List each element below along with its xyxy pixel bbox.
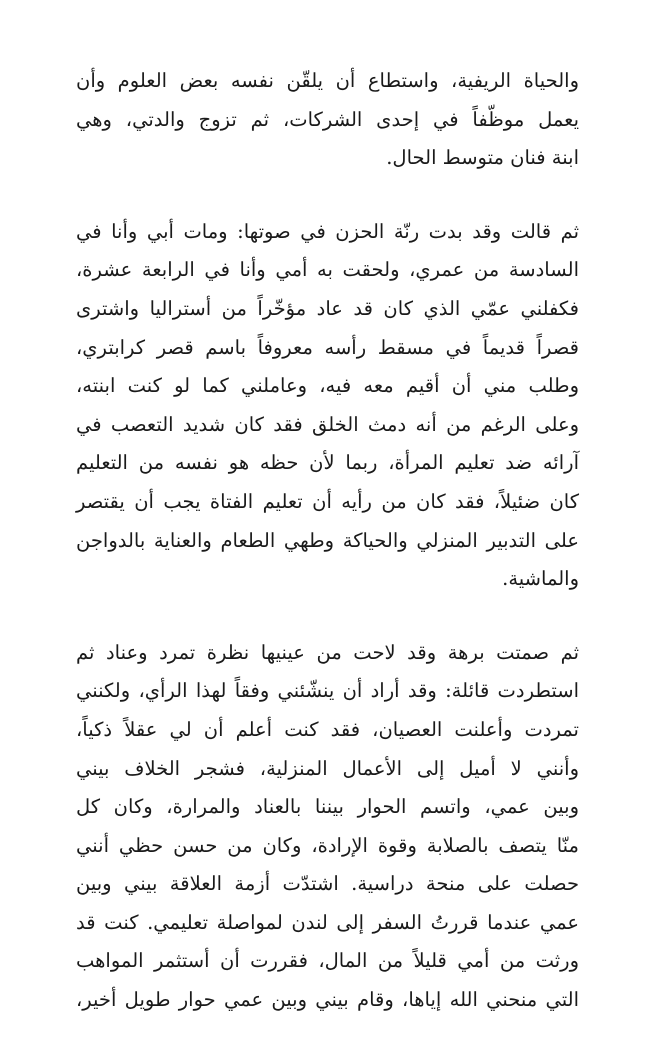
text-line: تمردت وأعلنت العصيان، فقد كنت أعلم أن لي عقلاً ذكياً، xyxy=(76,717,579,741)
text-line: وعلى الرغم من أنه دمث الخلق فقد كان شديد التعصب في xyxy=(76,412,579,436)
text-line: السادسة من عمري، ولحقت به أمي وأنا في الرابعة عشرة، xyxy=(76,258,579,282)
paragraph-1 xyxy=(76,62,579,178)
text-line: ثم قالت وقد بدت رنّة الحزن في صوتها: ومات أبي وأنا في xyxy=(76,219,579,243)
text-line: آرائه ضد تعليم المرأة، ربما لأن حظه هو نفسه من التعليم xyxy=(76,451,579,475)
paragraph-3 xyxy=(76,634,579,1020)
text-line: وطلب مني أن أقيم معه فيه، وعاملني كما لو كنت ابنته، xyxy=(76,374,579,398)
text-line: حصلت على منحة دراسية. اشتدّت أزمة العلاقة بيني وبين xyxy=(76,872,579,896)
text-line: قصراً قديماً في مسقط رأسه معروفاً باسم قصر كرابتري، xyxy=(76,335,579,359)
text-line: استطردت قائلة: وقد أراد أن ينشّئني وفقاً لهذا الرأي، ولكنني xyxy=(76,679,579,703)
text-line: التي منحني الله إياها، وقام بيني وبين عمي حوار طويل أخير، xyxy=(76,988,579,1012)
text-line: فكفلني عمّي الذي كان قد عاد مؤخّراً من أستراليا واشترى xyxy=(76,296,579,320)
text-line: ثم صمتت برهة وقد لاحت من عينيها نظرة تمرد وعناد ثم xyxy=(76,640,579,664)
book-page xyxy=(0,62,651,1055)
text-line: والحياة الريفية، واستطاع أن يلقّن نفسه بعض العلوم وأن xyxy=(76,69,579,92)
text-line: ابنة فنان متوسط الحال. xyxy=(386,146,579,170)
text-line: والماشية. xyxy=(502,567,579,591)
text-line: منّا يتصف بالصلابة وقوة الإرادة، وكان من حسن حظي أنني xyxy=(76,833,579,857)
text-line: وبين عمي، واتسم الحوار بيننا بالعناد والمرارة، وكان كل xyxy=(76,795,579,819)
text-line: يعمل موظّفاً في إحدى الشركات، ثم تزوج والدتي، وهي xyxy=(76,107,579,131)
text-line: ورثت من أمي قليلاً من المال، فقررت أن أستثمر المواهب xyxy=(76,949,579,973)
text-line: كان ضئيلاً، فقد كان من رأيه أن تعليم الفتاة يجب أن يقتصر xyxy=(76,489,579,513)
text-line: وأنني لا أميل إلى الأعمال المنزلية، فشجر الخلاف بيني xyxy=(76,756,579,780)
paragraph-2 xyxy=(76,213,579,599)
text-line: على التدبير المنزلي والحياكة وطهي الطعام والعناية بالدواجن xyxy=(76,528,579,552)
text-line: عمي عندما قررتُ السفر إلى لندن لمواصلة تعليمي. كنت قد xyxy=(76,910,579,934)
